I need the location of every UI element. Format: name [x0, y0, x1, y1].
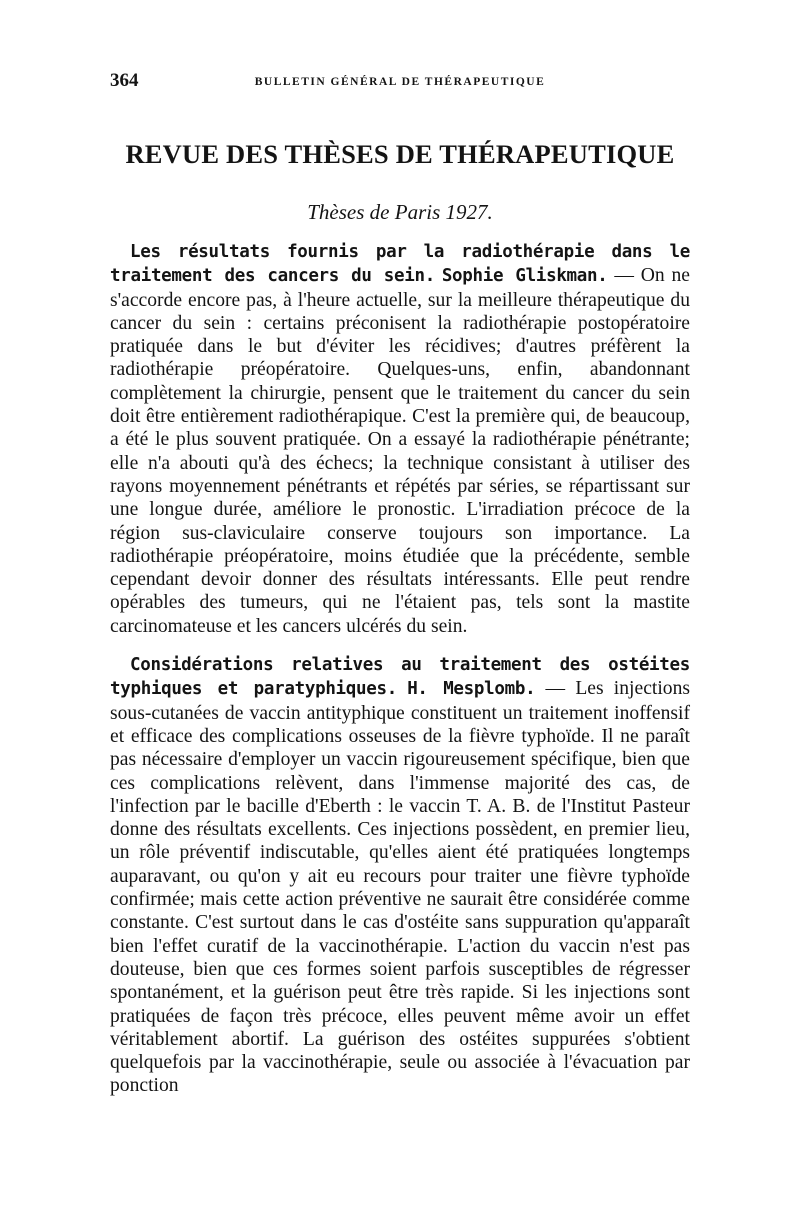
section-subtitle: Thèses de Paris 1927. [307, 200, 493, 224]
running-header [110, 70, 690, 94]
thesis-summary: — On ne s'accorde encore pas, à l'heure actuelle, sur la meilleure thérapeutique du cancer du sein : certains préconisent la radiothérapie postopératoire pratiquée dans le but d'éviter les récidives; d'autres préfèrent la radiothérapie préopératoire. Quelques-uns, enfin, abandonnant complètement la chirurgie, pensent que le traitement du cancer du sein doit être entièrement radiothérapique. C'est la première qui, de beaucoup, a été le plus souvent pratiquée. On a essayé la radiothérapie pénétrante; elle n'a abouti qu'à des échecs; la technique consistant à utiliser des rayons moyennement pénétrants et répétés par séries, se répartissant sur une longue durée, améliore le pronostic. L'irradiation précoce de la région sus-claviculaire conserve toujours son importance. La radiothérapie préopératoire, moins étudiée que la précédente, semble cependant devoir donner des résultats intéressants. Elle peut rendre opérables des tumeurs, qui ne l'étaient pas, tels sont la mastite carcinomateuse et les cancers ulcérés du sein. [110, 265, 690, 637]
page-number: 364 [110, 70, 139, 91]
document-page [110, 70, 690, 1098]
thesis-title: Considérations relatives au traitement des ostéites typhiques et paratyphiques. [110, 655, 690, 700]
thesis-title: Les résultats fournis par la radiothérapie dans le traitement des cancers du sein. [110, 242, 690, 287]
thesis-author: Sophie Gliskman. [441, 266, 608, 287]
thesis-summary: — Les injections sous-cutanées de vaccin antityphique constituent un traitement inoffensif et efficace des complications osseuses de la fièvre typhoïde. Il ne paraît pas nécessaire d'employer un vaccin rigoureusement spécifique, bien que ces complications relèvent, dans l'immense majorité des cas, de l'infection par le bacille d'Eberth : le vaccin T. A. B. de l'Institut Pasteur donne des résultats excellents. Ces injections possèdent, en premier lieu, un rôle préventif indiscutable, qu'elles aient été pratiquées longtemps auparavant, ou qu'on y ait eu recours pour traiter une fièvre typhoïde confirmée; mais cette action préventive ne saurait être considérée comme constante. C'est surtout dans le cas d'ostéite sans suppuration qu'apparaît bien l'effet curatif de la vaccinothérapie. L'action du vaccin n'est pas douteuse, bien que ces formes soient parfois susceptibles de régresser spontanément, et la guérison peut être très rapide. Si les injections sont pratiquées de façon très précoce, elles peuvent même avoir un effet véritablement abortif. La guérison des ostéites suppurées s'obtient quelquefois par la vaccinothérapie, seule ou associée à l'évacuation par ponction [110, 678, 690, 1097]
thesis-entry [110, 653, 690, 1098]
thesis-author: H. Mesplomb. [407, 679, 536, 700]
thesis-entry [110, 240, 690, 638]
journal-title: BULLETIN GÉNÉRAL DE THÉRAPEUTIQUE [254, 76, 546, 88]
section-title: REVUE DES THÈSES DE THÉRAPEUTIQUE [125, 139, 675, 169]
